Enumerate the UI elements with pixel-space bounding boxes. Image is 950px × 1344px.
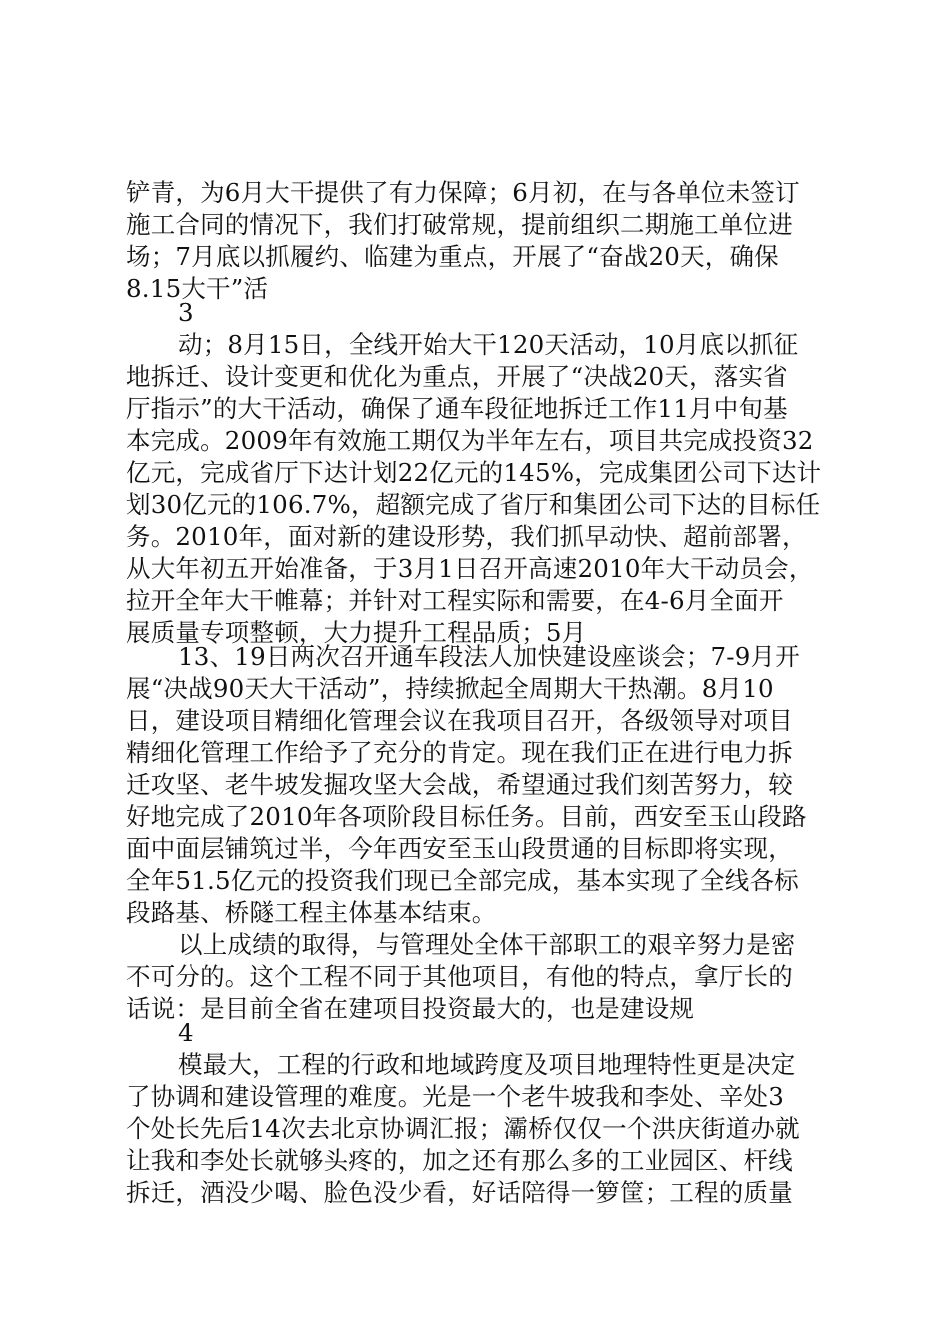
text-line: 务。2010年，面对新的建设形势，我们抓早动快、超前部署， — [126, 522, 807, 551]
text-line: 个处长先后14次去北京协调汇报；灞桥仅仅一个洪庆街道办就 — [126, 1114, 800, 1143]
page-number: 3 — [178, 298, 194, 327]
text-line: 话说：是目前全省在建项目投资最大的，也是建设规 — [126, 994, 695, 1023]
text-line: 全年51.5亿元的投资我们现已全部完成，基本实现了全线各标 — [126, 866, 799, 895]
text-line: 以上成绩的取得，与管理处全体干部职工的艰辛努力是密 — [178, 930, 796, 959]
text-line: 亿元，完成省厅下达计划22亿元的145%，完成集团公司下达计 — [126, 458, 822, 487]
text-line: 铲青，为6月大干提供了有力保障；6月初，在与各单位未签订 — [126, 178, 800, 207]
text-line: 拆迁，酒没少喝、脸色没少看，好话陪得一箩筐；工程的质量 — [126, 1178, 793, 1207]
text-line: 不可分的。这个工程不同于其他项目，有他的特点，拿厅长的 — [126, 962, 793, 991]
text-line: 模最大，工程的行政和地域跨度及项目地理特性更是决定 — [178, 1050, 796, 1079]
text-line: 精细化管理工作给予了充分的肯定。现在我们正在进行电力拆 — [126, 738, 793, 767]
page-number: 4 — [178, 1018, 194, 1047]
text-line: 面中面层铺筑过半，今年西安至玉山段贯通的目标即将实现， — [126, 834, 793, 863]
text-line: 从大年初五开始准备，于3月1日召开高速2010年大干动员会， — [126, 554, 814, 583]
text-line: 迁攻坚、老牛坡发掘攻坚大会战，希望通过我们刻苦努力，较 — [126, 770, 793, 799]
text-line: 展“决战90天大干活动”，持续掀起全周期大干热潮。8月10 — [126, 674, 774, 703]
text-line: 让我和李处长就够头疼的，加之还有那么多的工业园区、杆线 — [126, 1146, 793, 1175]
text-line: 日，建设项目精细化管理会议在我项目召开，各级领导对项目 — [126, 706, 793, 735]
text-line: 动；8月15日，全线开始大干120天活动，10月底以抓征 — [178, 330, 799, 359]
text-line: 厅指示”的大干活动，确保了通车段征地拆迁工作11月中旬基 — [126, 394, 788, 423]
text-line: 段路基、桥隧工程主体基本结束。 — [126, 898, 497, 927]
text-line: 13、19日两次召开通车段法人加快建设座谈会；7-9月开 — [178, 642, 800, 671]
text-line: 了协调和建设管理的难度。光是一个老牛坡我和李处、辛处3 — [126, 1082, 784, 1111]
text-line: 展质量专项整顿，大力提升工程品质；5月 — [126, 618, 587, 647]
text-line: 8.15大干”活 — [126, 274, 269, 303]
text-line: 划30亿元的106.7%，超额完成了省厅和集团公司下达的目标任 — [126, 490, 821, 519]
text-line: 场；7月底以抓履约、临建为重点，开展了“奋战20天，确保 — [126, 242, 779, 271]
text-line: 好地完成了2010年各项阶段目标任务。目前，西安至玉山段路 — [126, 802, 807, 831]
text-line: 本完成。2009年有效施工期仅为半年左右，项目共完成投资32 — [126, 426, 814, 455]
text-line: 拉开全年大干帷幕；并针对工程实际和需要，在4-6月全面开 — [126, 586, 784, 615]
text-line: 施工合同的情况下，我们打破常规，提前组织二期施工单位进 — [126, 210, 793, 239]
text-line: 地拆迁、设计变更和优化为重点，开展了“决战20天，落实省 — [126, 362, 788, 391]
